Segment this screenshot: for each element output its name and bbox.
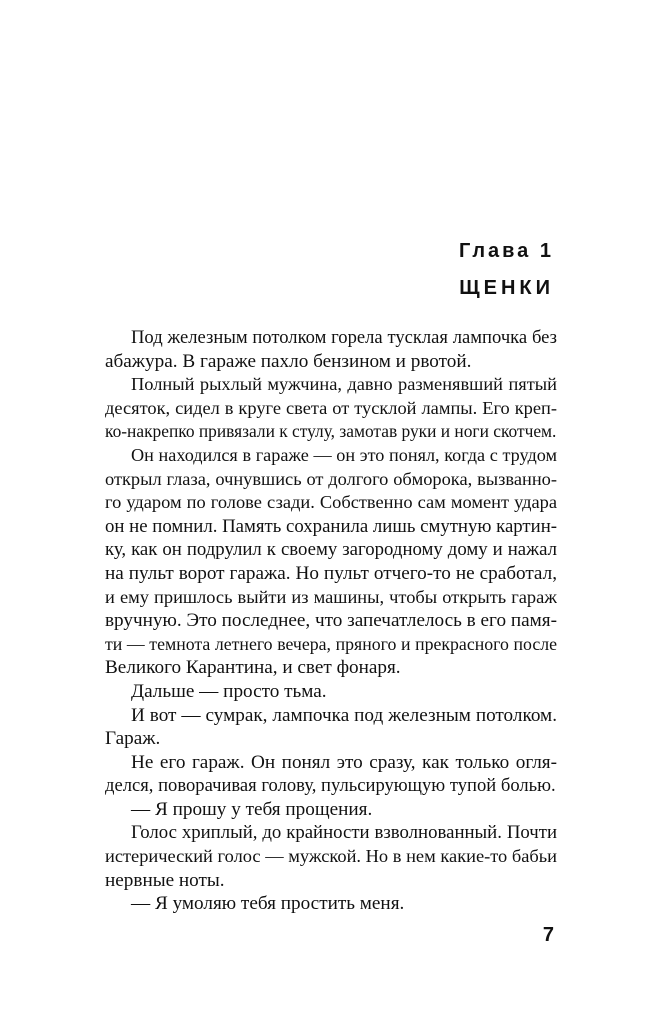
text-line: открыл глаза, очнувшись от долгого обморока, вызванно- (105, 468, 557, 489)
text-line: Голос хриплый, до крайности взволнованный. Почти (131, 822, 557, 844)
text-line: истерический голос — мужской. Но в нем какие-то бабьи (105, 846, 557, 867)
text-line: на пульт ворот гаража. Но пульт отчего-то не сработал, (105, 562, 557, 584)
text-line: Гараж. (105, 728, 161, 750)
text-line: И вот — сумрак, лампочка под железным потолком. (131, 704, 557, 726)
text-line: делся, поворачивая голову, пульсирующую тупой болью. (105, 775, 556, 797)
body-text (105, 326, 557, 916)
text-line: Он находился в гараже — он это понял, когда с трудом (131, 444, 557, 465)
text-line: ку, как он подрулил к своему загородному дому и нажал (105, 539, 557, 561)
text-line: Под железным потолком горела тусклая лампочка без (131, 327, 557, 348)
text-line: абажура. В гараже пахло бензином и рвотой. (105, 350, 472, 372)
text-line: Великого Карантина, и свет фонаря. (105, 657, 401, 679)
text-line: го ударом по голове сзади. Собственно сам момент удара (105, 492, 557, 513)
text-line: Не его гараж. Он понял это сразу, как только огля- (131, 751, 557, 773)
text-line: Дальше — просто тьма. (131, 680, 327, 702)
text-line: десяток, сидел в круге света от тусклой лампы. Его креп- (105, 397, 557, 418)
text-line: и ему пришлось выйти из машины, чтобы открыть гараж (105, 586, 557, 607)
text-line: — Я умоляю тебя простить меня. (131, 893, 405, 915)
text-line: вручную. Это последнее, что запечатлелось в его памя- (105, 610, 557, 632)
text-line: он не помнил. Память сохранила лишь смутную картин- (105, 515, 557, 537)
chapter-label: Глава 1 (458, 240, 554, 262)
page-number: 7 (542, 924, 554, 946)
text-line: Полный рыхлый мужчина, давно разменявший пятый (131, 374, 557, 395)
chapter-title: ЩЕНКИ (459, 277, 554, 299)
text-line: — Я прошу у тебя прощения. (131, 798, 373, 820)
text-line: нервные ноты. (105, 869, 225, 891)
text-line: ко-накрепко привязали к стулу, замотав руки и ноги скотчем. (105, 421, 557, 442)
text-line: ти — темнота летнего вечера, пряного и прекрасного после (105, 633, 557, 654)
